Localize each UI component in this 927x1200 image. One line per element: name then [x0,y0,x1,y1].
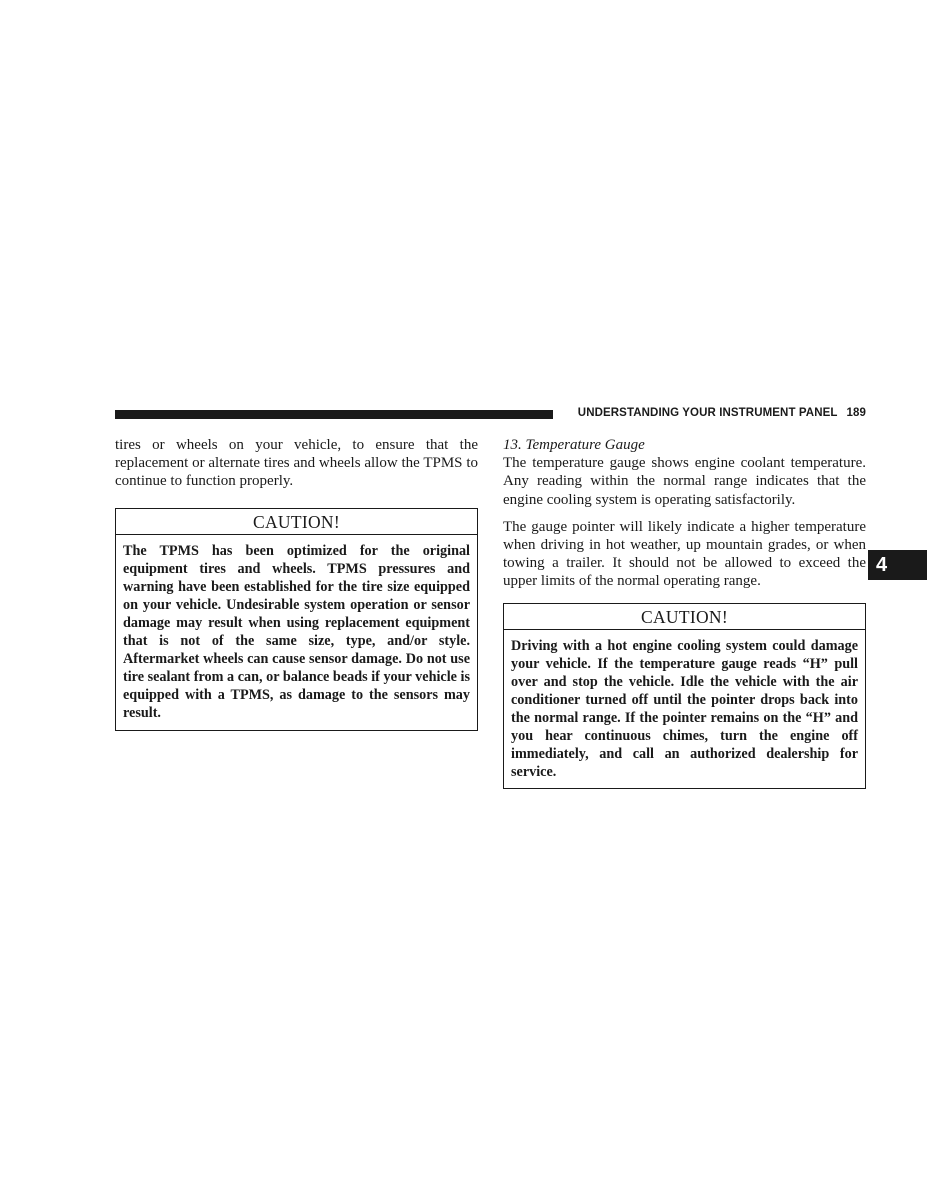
section-title: 13. Temperature Gauge [503,437,645,453]
right-column [503,436,866,789]
running-header [563,407,866,419]
header-rule [115,410,553,419]
chapter-tab: 4 [868,550,927,580]
caution-box-tpms [115,508,478,731]
left-column [115,436,478,731]
caution-title: CAUTION! [504,604,865,630]
caution-text: Driving with a hot engine cooling system could damage your vehicle. If the temperature gauge reads “H” pull over and stop the vehicle. Idle the vehicle with the air conditioner turned off until the pointer drops back into the normal range. If the pointer remains on the “H” and you hear continuous chimes, turn the engine off immediately, and call an authorized dealership for service. [511,637,858,781]
caution-title: CAUTION! [116,509,477,535]
paragraph-1: The temperature gauge shows engine coolant temperature. Any reading within the normal range indicates that the engine cooling system is operating satisfactorily. [503,455,866,508]
caution-box-temperature [503,603,866,790]
caution-text: The TPMS has been optimized for the original equipment tires and wheels. TPMS pressures and warning have been established for the tire size equipped on your vehicle. Undesirable system operation or sensor damage may result when using replacement equipment that is not of the same size, type, and/or style. Aftermarket wheels can cause sensor damage. Do not use tire sealant from a can, or balance beads if your vehicle is equipped with a TPMS, as damage to the sensors may result. [123,542,470,722]
intro-paragraph: tires or wheels on your vehicle, to ensure that the replacement or alternate tires and wheels allow the TPMS to continue to function properly. [115,437,478,490]
header-title: UNDERSTANDING YOUR INSTRUMENT PANEL [577,407,838,419]
page-number: 189 [846,407,866,419]
paragraph-2: The gauge pointer will likely indicate a higher temperature when driving in hot weather, up mountain grades, or when towing a trailer. It should not be allowed to exceed the upper limits of the normal operating range. [503,518,866,590]
